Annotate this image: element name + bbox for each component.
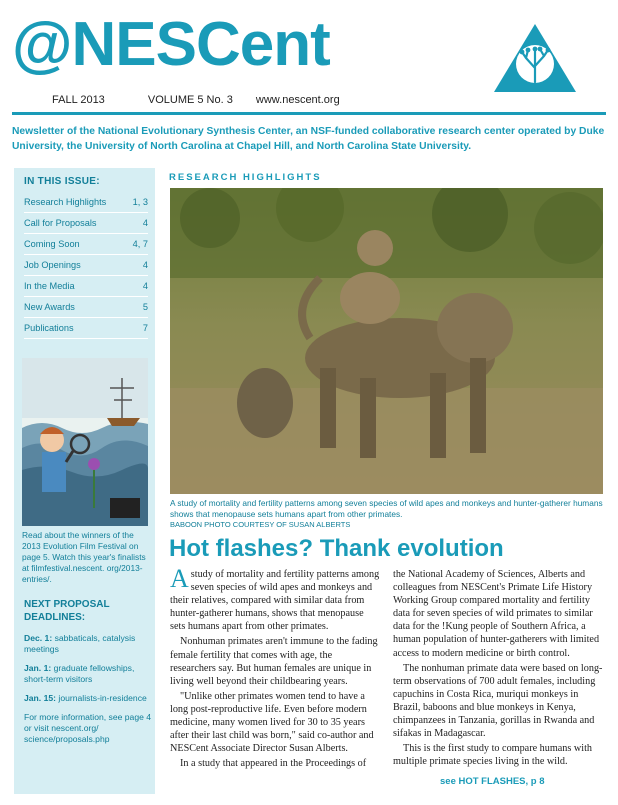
- film-festival-caption: Read about the winners of the 2013 Evolution Film Festival on page 5. Watch this year's finalists at filmfestival.nescent. org/2013-entries/.: [22, 530, 146, 584]
- deadline-text: graduate fellowships, short-term visitors: [24, 663, 135, 684]
- toc-item[interactable]: [24, 234, 148, 255]
- article-paragraph: "Unlike other primates women tend to have a long post-reproductive life. Even before modern medicine, many women lived for 30 to 35 years after their last child was born," said co-author and NESCent Associate Director Susan Alberts.: [170, 690, 374, 755]
- toc-page: 4: [142, 281, 148, 291]
- paragraph-text: study of mortality and fertility patterns among seven species of wild apes and monkeys and their relatives, compared with similar data from hunter-gatherer humans, shows that menopause sets humans apart from other primates.: [170, 569, 380, 633]
- toc-page: 5: [142, 302, 148, 312]
- section-label: RESEARCH HIGHLIGHTS: [169, 172, 322, 183]
- deadline-item: [24, 663, 152, 685]
- toc-label: New Awards: [24, 302, 75, 312]
- table-of-contents: [24, 192, 148, 339]
- toc-page: 7: [142, 323, 148, 333]
- toc-page: 4: [142, 260, 148, 270]
- toc-page: 1, 3: [132, 197, 148, 207]
- sidebar: [14, 168, 155, 794]
- toc-label: In the Media: [24, 281, 75, 291]
- article-paragraph: In a study that appeared in the Proceedings of: [180, 758, 367, 770]
- article-paragraph: This is the first study to compare humans with multiple primate species living in the wild.: [393, 743, 593, 768]
- deadline-text: sabbaticals, catalysis meetings: [24, 633, 136, 654]
- issue-season: FALL 2013: [52, 94, 105, 106]
- article-paragraph: the National Academy of Sciences, Alberts and colleagues from NESCent's Primate Life History Working Group compared mortality and fertility data for seven species of wild primates to similar data for the !Kung people of Southern Africa, a human population of hunter-gatherers with limited access to modern medicine or birth control.: [393, 569, 600, 659]
- article-paragraph: Nonhuman primates aren't immune to the fading female fertility that comes with age, the researchers say. But human females are unique in living well beyond their childbearing years.: [170, 636, 378, 687]
- toc-page: 4: [142, 218, 148, 228]
- toc-label: Job Openings: [24, 260, 81, 270]
- toc-item[interactable]: [24, 297, 148, 318]
- toc-page: 4, 7: [132, 239, 148, 249]
- deadlines-title: NEXT PROPOSAL DEADLINES:: [24, 599, 110, 623]
- toc-label: Call for Proposals: [24, 218, 97, 228]
- drop-cap: A: [170, 564, 189, 593]
- deadline-item: [24, 633, 152, 655]
- toc-item[interactable]: [24, 255, 148, 276]
- article-paragraph: The nonhuman primate data were based on long-term observations of 700 adult females, including capuchins in Costa Rica, muriqui monkeys in Brazil, baboons and blue monkeys in Kenya, chimpanzees in Tanzania, gorillas in Rwanda and sifakas in Madagascar.: [393, 662, 603, 740]
- photo-credit: BABOON PHOTO COURTESY OF SUSAN ALBERTS: [170, 520, 351, 529]
- website-link[interactable]: www.nescent.org: [255, 94, 340, 106]
- toc-item[interactable]: [24, 276, 148, 297]
- in-this-issue-title: IN THIS ISSUE:: [24, 176, 100, 187]
- masthead-rule: [12, 112, 606, 115]
- deadline-item: [24, 693, 152, 704]
- toc-item[interactable]: [24, 192, 148, 213]
- masthead: [0, 0, 618, 112]
- deadline-text: journalists-in-residence: [56, 693, 147, 703]
- photo-caption: [170, 498, 604, 531]
- deadline-date: Dec. 1:: [24, 633, 53, 643]
- article-headline: Hot flashes? Thank evolution: [169, 535, 504, 562]
- photo-caption-text: A study of mortality and fertility patterns among seven species of wild apes and monkeys and hunter-gatherer humans shows that menopause sets humans apart from other primates.: [170, 498, 603, 519]
- toc-label: Coming Soon: [24, 239, 80, 249]
- article-paragraph: [170, 564, 380, 633]
- baboon-photo: [170, 188, 603, 494]
- tagline: Newsletter of the National Evolutionary Synthesis Center, an NSF-funded collaborative research center operated by Duke University, the University of North Carolina at Chapel Hill, and North Carolina State University.: [12, 126, 605, 152]
- deadline-date: Jan. 1:: [24, 663, 52, 673]
- nescent-tree-icon: [492, 22, 578, 94]
- toc-item[interactable]: [24, 318, 148, 339]
- toc-label: Publications: [24, 323, 74, 333]
- more-info[interactable]: For more information, see page 4 or visit nescent.org/ science/proposals.php: [24, 712, 152, 744]
- deadline-date: Jan. 15:: [24, 693, 57, 703]
- toc-item[interactable]: [24, 213, 148, 234]
- logo: @NESCent: [12, 10, 330, 79]
- article-column-2: [393, 568, 603, 770]
- issue-line: [52, 94, 380, 106]
- toc-label: Research Highlights: [24, 197, 107, 207]
- issue-volume: VOLUME 5 No. 3: [147, 94, 233, 106]
- continued-link[interactable]: see HOT FLASHES, p 8: [440, 776, 545, 787]
- film-festival-cartoon: [22, 358, 148, 526]
- article-column-1: [170, 564, 380, 772]
- deadlines-list: [24, 633, 152, 753]
